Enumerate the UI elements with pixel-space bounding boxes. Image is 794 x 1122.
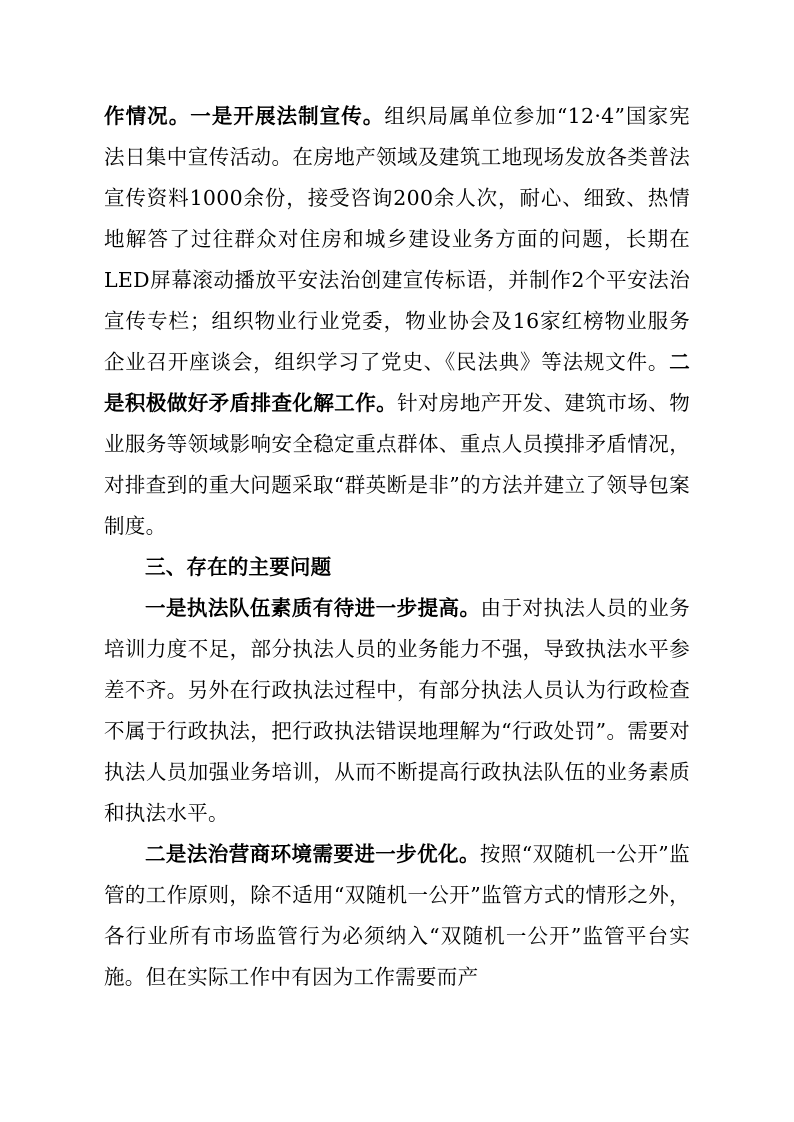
run-bold-lead: 作情况。一是开展法制宣传。 <box>104 104 385 128</box>
run-normal-2: 针对房地产开发、建筑市场、物业服务等领域影响安全稳定重点群体、重点人员摸排矛盾情况，对排查到的重大问题采取“群英断是非”的方法并建立了领导包案制度。 <box>104 391 690 538</box>
paragraph-problem-one <box>104 588 690 834</box>
run-bold-lead-3: 一是执法队伍素质有待进一步提高。 <box>145 596 481 620</box>
heading-text: 三、存在的主要问题 <box>145 555 332 579</box>
run-normal-3: 由于对执法人员的业务培训力度不足，部分执法人员的业务能力不强，导致执法水平参差不齐。另外在行政执法过程中，有部分执法人员认为行政检查不属于行政执法，把行政执法错误地理解为“行政处罚”。需要对执法人员加强业务培训，从而不断提高行政执法队伍的业务素质和执法水平。 <box>104 596 690 825</box>
run-bold-lead-4: 二是法治营商环境需要进一步优化。 <box>145 842 480 866</box>
run-normal-4: 按照“双随机一公开”监管的工作原则，除不适用“双随机一公开”监管方式的情形之外，各行业所有市场监管行为必须纳入“双随机一公开”监管平台实施。但在实际工作中有因为工作需要而产 <box>104 842 690 989</box>
heading-main-problems <box>104 547 690 588</box>
run-normal: 组织局属单位参加“12·4”国家宪法日集中宣传活动。在房地产领域及建筑工地现场发放各类普法宣传资料1000余份，接受咨询200余人次，耐心、细致、热情地解答了过往群众对住房和城乡建设业务方面的问题，长期在LED屏幕滚动播放平安法治创建宣传标语，并制作2个平安法治宣传专栏；组织物业行业党委，物业协会及16家红榜物业服务企业召开座谈会，组织学习了党史、《民法典》等法规文件。 <box>104 104 690 374</box>
run-bold-lead-2: 二是积极做好矛盾排查化解工作。 <box>104 350 690 415</box>
document-body <box>104 96 690 998</box>
paragraph-work-situation <box>104 96 690 547</box>
paragraph-problem-two <box>104 834 690 998</box>
